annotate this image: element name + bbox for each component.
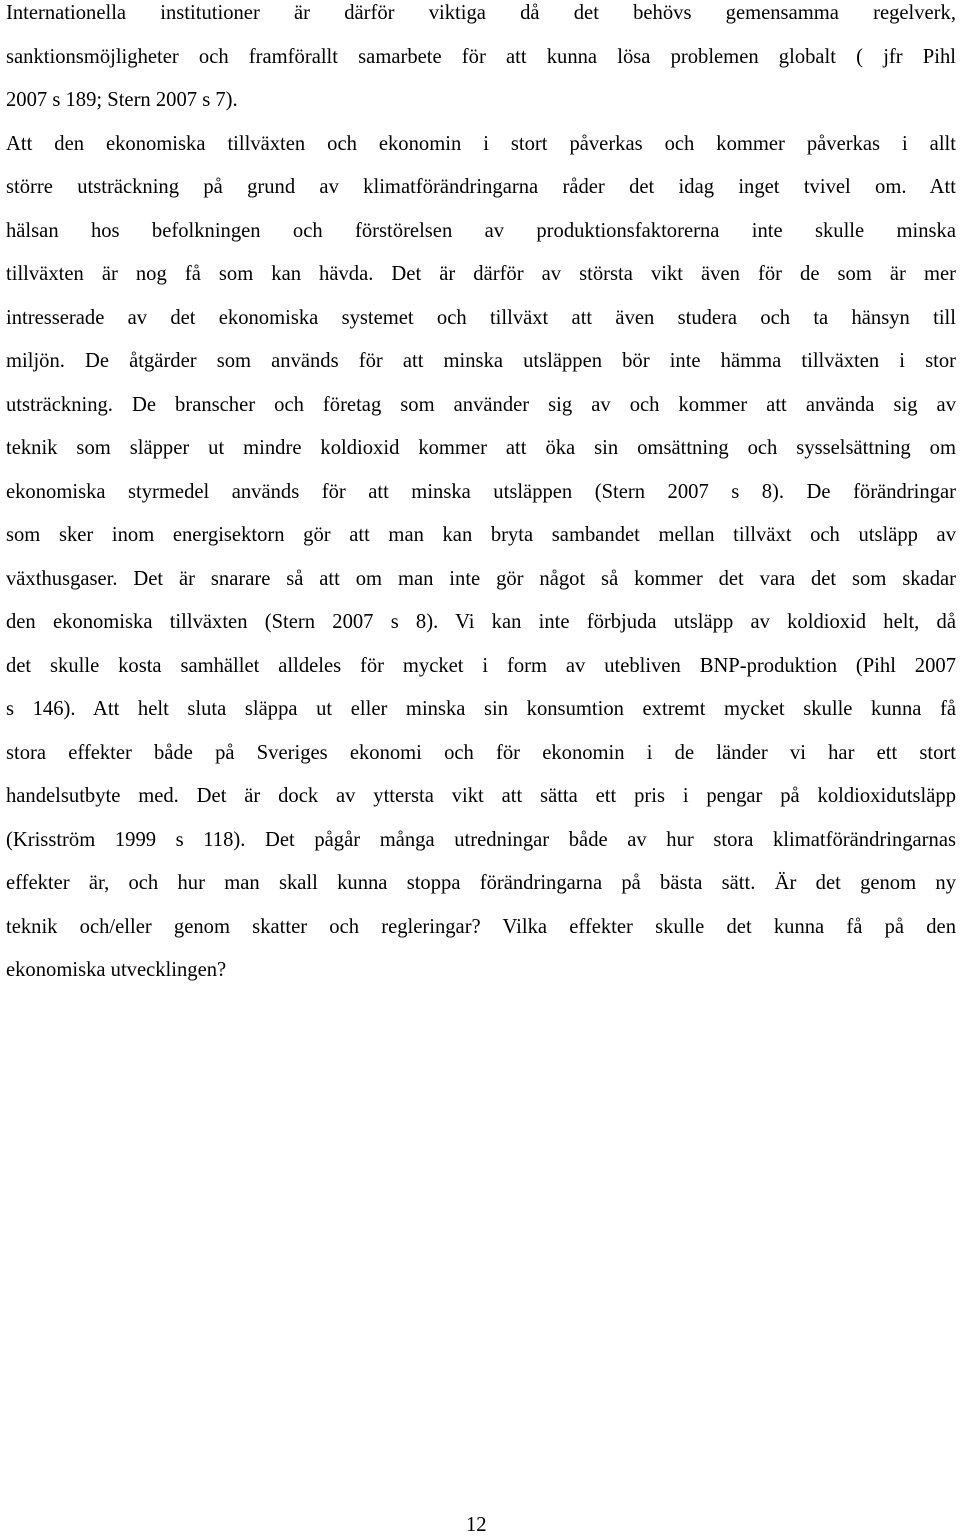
text-line: tillväxten är nog få som kan hävda. Det är därför av största vikt även för de som är mer bbox=[6, 263, 956, 285]
text-line: större utsträckning på grund av klimatförändringarna råder det idag inget tvivel om. Att bbox=[6, 176, 956, 198]
text-line: som sker inom energisektorn gör att man kan bryta sambandet mellan tillväxt och utsläpp av bbox=[6, 524, 956, 546]
text-line: den ekonomiska tillväxten (Stern 2007 s 8). Vi kan inte förbjuda utsläpp av koldioxid helt, då bbox=[6, 611, 956, 633]
text-line: effekter är, och hur man skall kunna stoppa förändringarna på bästa sätt. Är det genom ny bbox=[6, 872, 956, 894]
text-line: ekonomiska utvecklingen? bbox=[6, 959, 227, 981]
page-number: 12 bbox=[466, 1514, 487, 1536]
text-line: teknik och/eller genom skatter och regleringar? Vilka effekter skulle det kunna få på den bbox=[6, 915, 956, 938]
text-line: växthusgaser. Det är snarare så att om man inte gör något så kommer det vara det som skadar bbox=[6, 567, 956, 590]
text-line: miljön. De åtgärder som används för att minska utsläppen bör inte hämma tillväxten i stor bbox=[6, 350, 956, 372]
text-line: sanktionsmöjligheter och framförallt samarbete för att kunna lösa problemen globalt ( jfr Pihl bbox=[6, 45, 956, 68]
text-line: Internationella institutioner är därför viktiga då det behövs gemensamma regelverk, bbox=[6, 2, 956, 24]
text-line: intresserade av det ekonomiska systemet och tillväxt att även studera och ta hänsyn till bbox=[6, 306, 956, 329]
text-line: (Krisström 1999 s 118). Det pågår många utredningar både av hur stora klimatförändringarnas bbox=[6, 828, 956, 851]
text-line: hälsan hos befolkningen och förstörelsen av produktionsfaktorerna inte skulle minska bbox=[6, 219, 956, 242]
text-line: utsträckning. De branscher och företag som använder sig av och kommer att använda sig av bbox=[6, 393, 956, 416]
text-line: ekonomiska styrmedel används för att minska utsläppen (Stern 2007 s 8). De förändringar bbox=[6, 480, 956, 503]
text-line: stora effekter både på Sveriges ekonomi och för ekonomin i de länder vi har ett stort bbox=[6, 741, 956, 764]
text-line: 2007 s 189; Stern 2007 s 7). bbox=[6, 89, 238, 111]
text-line: teknik som släpper ut mindre koldioxid kommer att öka sin omsättning och sysselsättning om bbox=[6, 437, 956, 459]
text-line: handelsutbyte med. Det är dock av yttersta vikt att sätta ett pris i pengar på koldioxidutsläpp bbox=[6, 785, 956, 807]
text-line: Att den ekonomiska tillväxten och ekonomin i stort påverkas och kommer påverkas i allt bbox=[6, 132, 956, 155]
text-line: s 146). Att helt sluta släppa ut eller minska sin konsumtion extremt mycket skulle kunna få bbox=[6, 698, 956, 720]
body-paragraph bbox=[6, 0, 956, 993]
text-line: det skulle kosta samhället alldeles för mycket i form av utebliven BNP-produktion (Pihl 2007 bbox=[6, 654, 956, 677]
